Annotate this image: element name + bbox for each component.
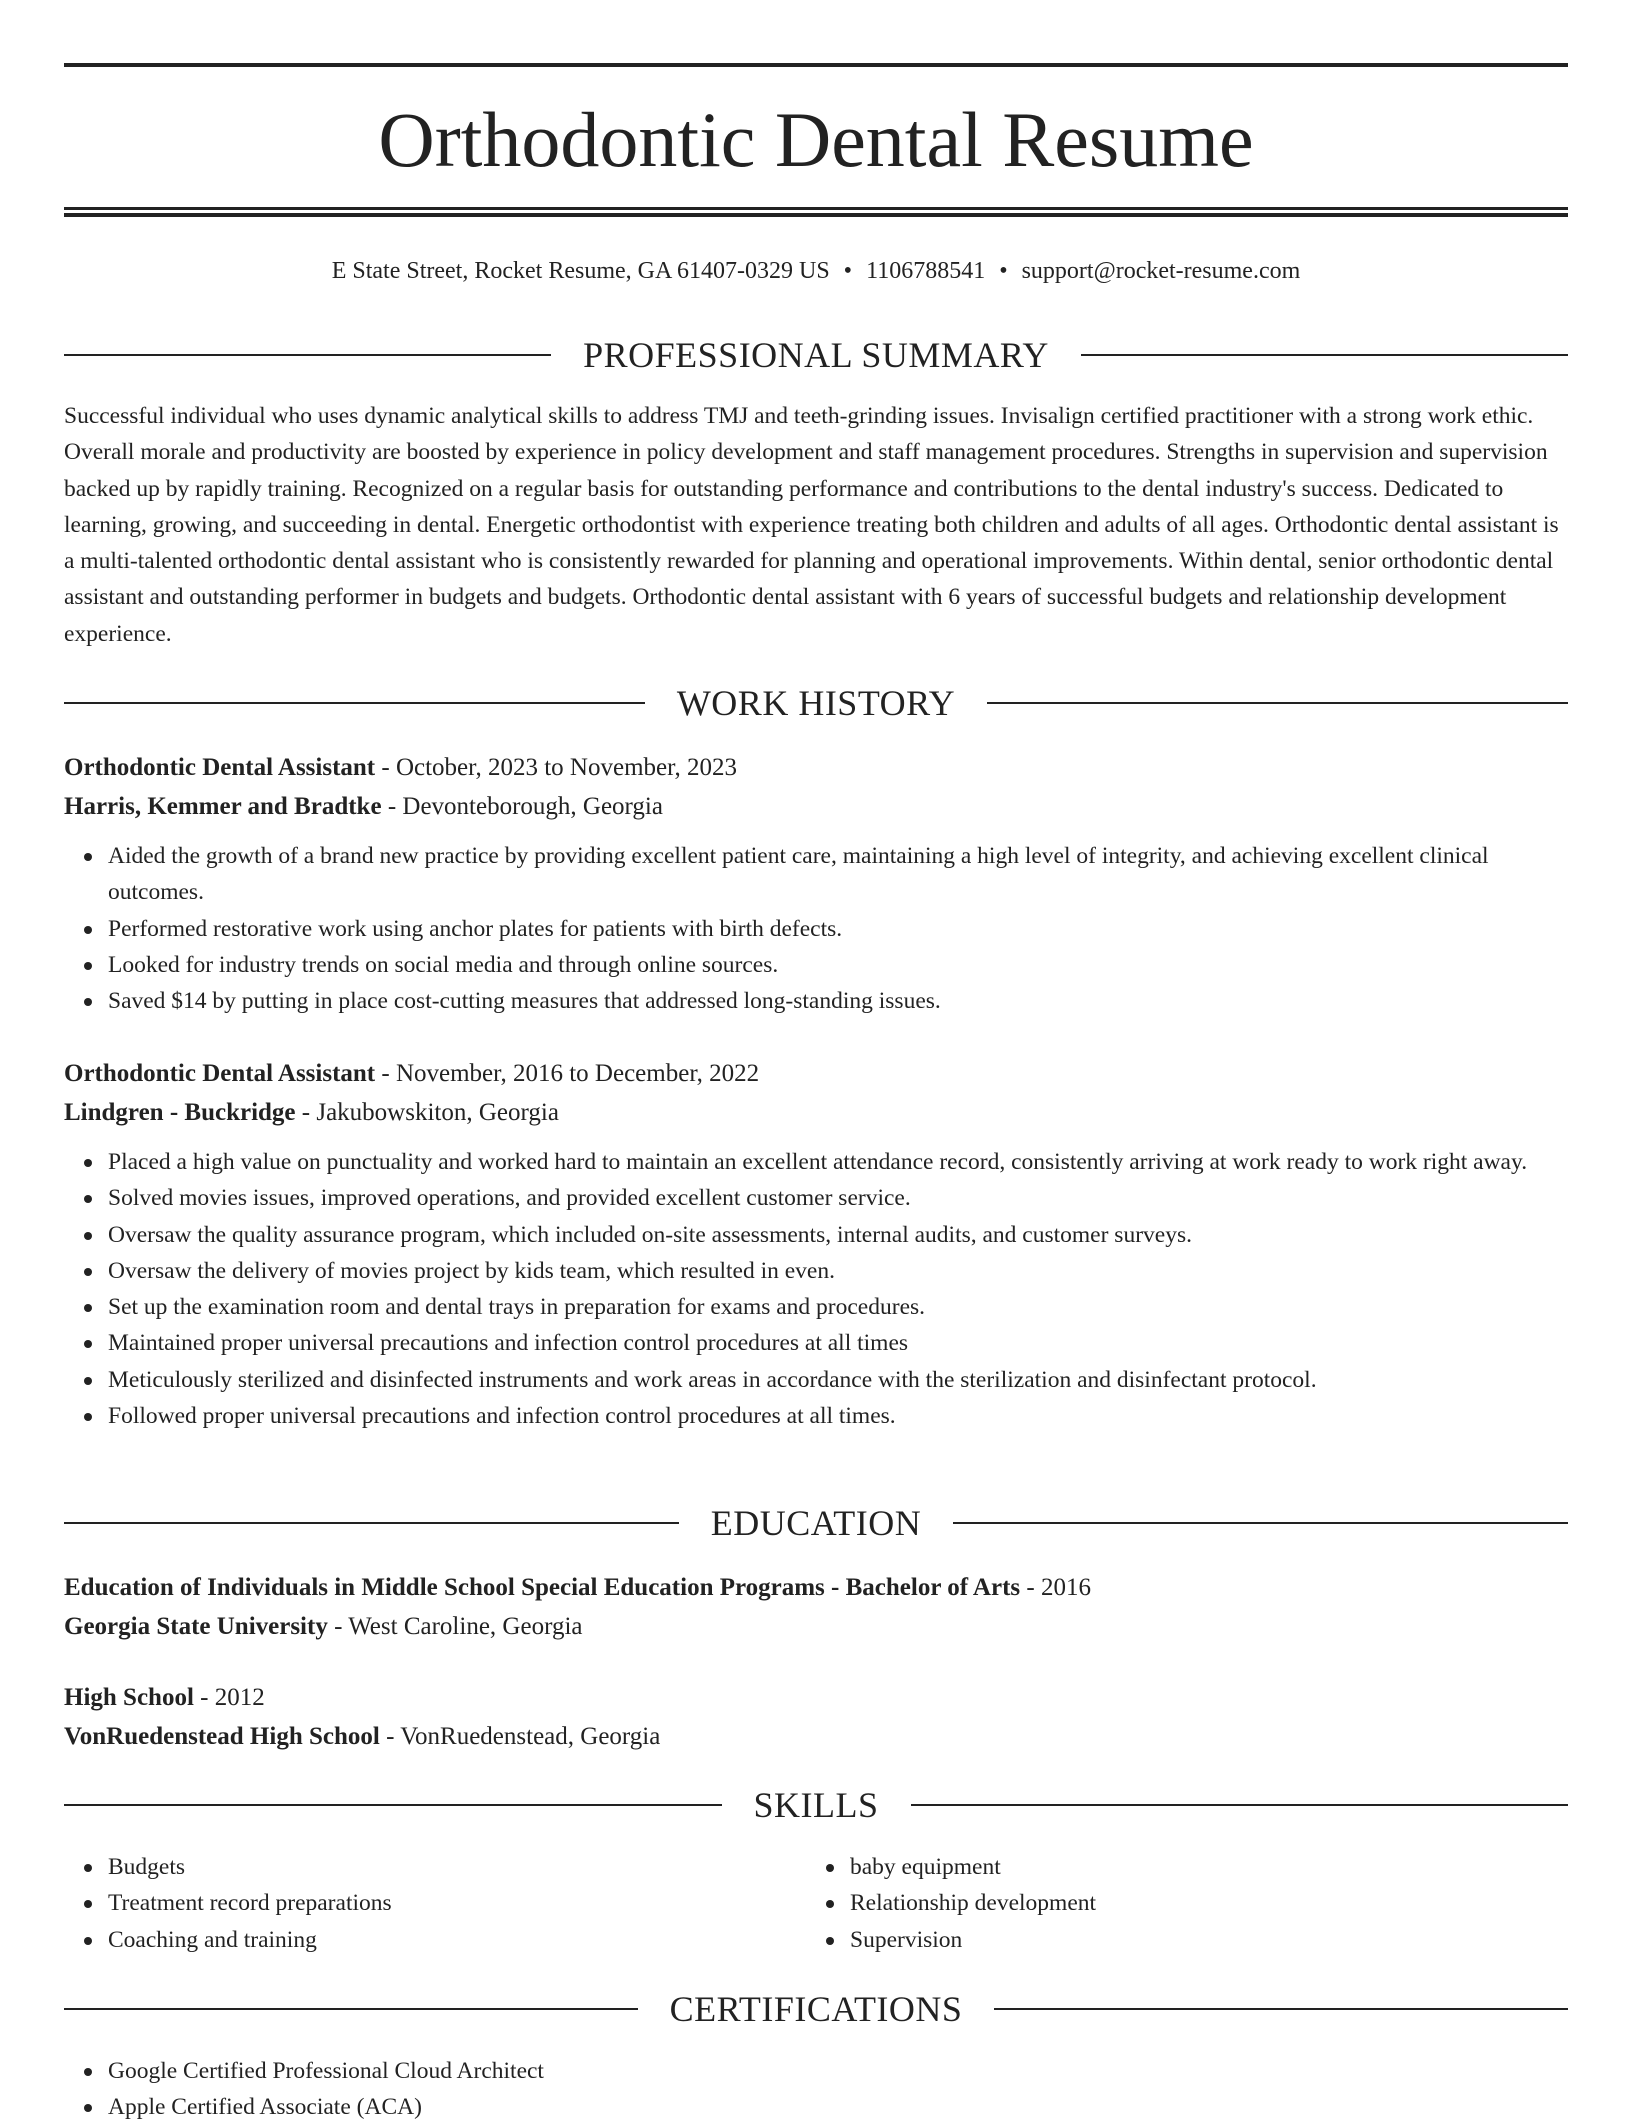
heading-rule [64, 702, 645, 704]
list-item: Aided the growth of a brand new practice by providing excellent patient care, maintaining a high level of integrity, and achieving excellent clinical outcomes. [108, 838, 1568, 911]
heading-rule [953, 1522, 1568, 1524]
contact-phone: 1106788541 [866, 258, 986, 284]
job-company-line [64, 787, 1568, 826]
contact-address: E State Street, Rocket Resume, GA 61407-0329 US [331, 258, 830, 284]
skills-column-left [64, 1849, 808, 1958]
heading-rule [64, 1804, 722, 1806]
certification-item: Google Certified Professional Cloud Architect [108, 2053, 1568, 2089]
skill-item: Relationship development [850, 1885, 1550, 1921]
education-entry [64, 1678, 1568, 1756]
skills-heading [64, 1783, 1568, 1827]
skill-item: Budgets [108, 1849, 808, 1885]
list-item: Oversaw the quality assurance program, which included on-site assessments, internal audits, and customer surveys. [108, 1217, 1568, 1253]
job-location: - Devonteborough, Georgia [381, 793, 663, 820]
certifications-heading-label: CERTIFICATIONS [669, 1989, 963, 2029]
job-company-line [64, 1093, 1568, 1132]
list-item: Maintained proper universal precautions and infection control procedures at all times [108, 1325, 1568, 1361]
contact-separator: • [999, 258, 1008, 284]
work-history-heading-label: WORK HISTORY [676, 683, 956, 723]
skills-list [64, 1849, 1568, 1969]
summary-heading-label: PROFESSIONAL SUMMARY [583, 335, 1049, 375]
heading-rule [994, 2008, 1568, 2010]
contact-line [64, 254, 1568, 288]
header-double-rule [64, 207, 1568, 217]
work-history-heading [64, 681, 1568, 725]
job-entry [64, 748, 1568, 1019]
list-item: Placed a high value on punctuality and worked hard to maintain an excellent attendance record, consistently arriving at work ready to work right away. [108, 1144, 1568, 1180]
education-year: - 2012 [193, 1684, 265, 1711]
heading-rule [64, 354, 551, 356]
education-school-line [64, 1717, 1568, 1756]
education-degree-line [64, 1568, 1568, 1607]
summary-heading [64, 333, 1568, 377]
list-item: Set up the examination room and dental trays in preparation for exams and procedures. [108, 1289, 1568, 1325]
skills-column-right [806, 1849, 1550, 1958]
skills-heading-label: SKILLS [753, 1785, 879, 1825]
job-location: - Jakubowskiton, Georgia [295, 1099, 559, 1126]
list-item: Oversaw the delivery of movies project by kids team, which resulted in even. [108, 1253, 1568, 1289]
education-degree-line [64, 1678, 1568, 1717]
job-company: Lindgren - Buckridge [64, 1099, 296, 1126]
heading-rule [64, 1522, 679, 1524]
certifications-list [64, 2053, 1568, 2126]
education-entry [64, 1568, 1568, 1646]
list-item: Saved $14 by putting in place cost-cutting measures that addressed long-standing issues. [108, 983, 1568, 1019]
education-year: - 2016 [1020, 1574, 1091, 1601]
heading-rule [987, 702, 1568, 704]
list-item: Performed restorative work using anchor plates for patients with birth defects. [108, 911, 1568, 947]
list-item: Looked for industry trends on social media and through online sources. [108, 947, 1568, 983]
header-top-rule [64, 63, 1568, 67]
education-school: VonRuedenstead High School [64, 1723, 380, 1750]
list-item: Followed proper universal precautions and infection control procedures at all times. [108, 1398, 1568, 1434]
education-heading [64, 1501, 1568, 1545]
heading-rule [911, 1804, 1569, 1806]
education-degree: High School [64, 1684, 194, 1711]
heading-rule [1081, 354, 1568, 356]
heading-rule [64, 2008, 638, 2010]
skill-item: Supervision [850, 1922, 1550, 1958]
job-duties-list [64, 1144, 1568, 1434]
certifications-heading [64, 1987, 1568, 2031]
job-entry [64, 1054, 1568, 1434]
job-title-line [64, 1054, 1568, 1093]
job-title: Orthodontic Dental Assistant [64, 1060, 376, 1087]
summary-text: Successful individual who uses dynamic analytical skills to address TMJ and teeth-grinding issues. Invisalign certified practitioner with a strong work ethic. Overall morale and productivity are boosted by experience in policy development and staff management procedures. Strengths in supervision and supervision backed up by rapidly training. Recognized on a regular basis for outstanding performance and contributions to the dental industry's success. Dedicated to learning, growing, and succeeding in dental. Energetic orthodontist with experience treating both children and adults of all ages. Orthodontic dental assistant is a multi-talented orthodontic dental assistant who is consistently rewarded for planning and operational improvements. Within dental, senior orthodontic dental assistant and outstanding performer in budgets and budgets. Orthodontic dental assistant with 6 years of successful budgets and relationship development experience. [64, 403, 1559, 647]
certifications-bullets [64, 2053, 1568, 2126]
list-item: Meticulously sterilized and disinfected instruments and work areas in accordance with the sterilization and disinfectant protocol. [108, 1362, 1568, 1398]
job-company: Harris, Kemmer and Bradtke [64, 793, 382, 820]
education-location: - West Caroline, Georgia [327, 1613, 583, 1640]
education-school-line [64, 1607, 1568, 1646]
education-location: - VonRuedenstead, Georgia [379, 1723, 661, 1750]
education-degree: Education of Individuals in Middle School Special Education Programs - Bachelor of Arts [64, 1574, 1021, 1601]
job-title-line [64, 748, 1568, 787]
certification-item: Apple Certified Associate (ACA) [108, 2089, 1568, 2125]
education-heading-label: EDUCATION [710, 1503, 922, 1543]
job-duties-list [64, 838, 1568, 1019]
skill-item: Treatment record preparations [108, 1885, 808, 1921]
education-school: Georgia State University [64, 1613, 328, 1640]
skill-item: baby equipment [850, 1849, 1550, 1885]
job-title: Orthodontic Dental Assistant [64, 754, 376, 781]
list-item: Solved movies issues, improved operations, and provided excellent customer service. [108, 1180, 1568, 1216]
job-dates: - November, 2016 to December, 2022 [375, 1060, 760, 1087]
skill-item: Coaching and training [108, 1922, 808, 1958]
contact-email: support@rocket-resume.com [1021, 258, 1301, 284]
contact-separator: • [843, 258, 853, 284]
document-title: Orthodontic Dental Resume [378, 96, 1254, 183]
job-dates: - October, 2023 to November, 2023 [375, 754, 737, 781]
